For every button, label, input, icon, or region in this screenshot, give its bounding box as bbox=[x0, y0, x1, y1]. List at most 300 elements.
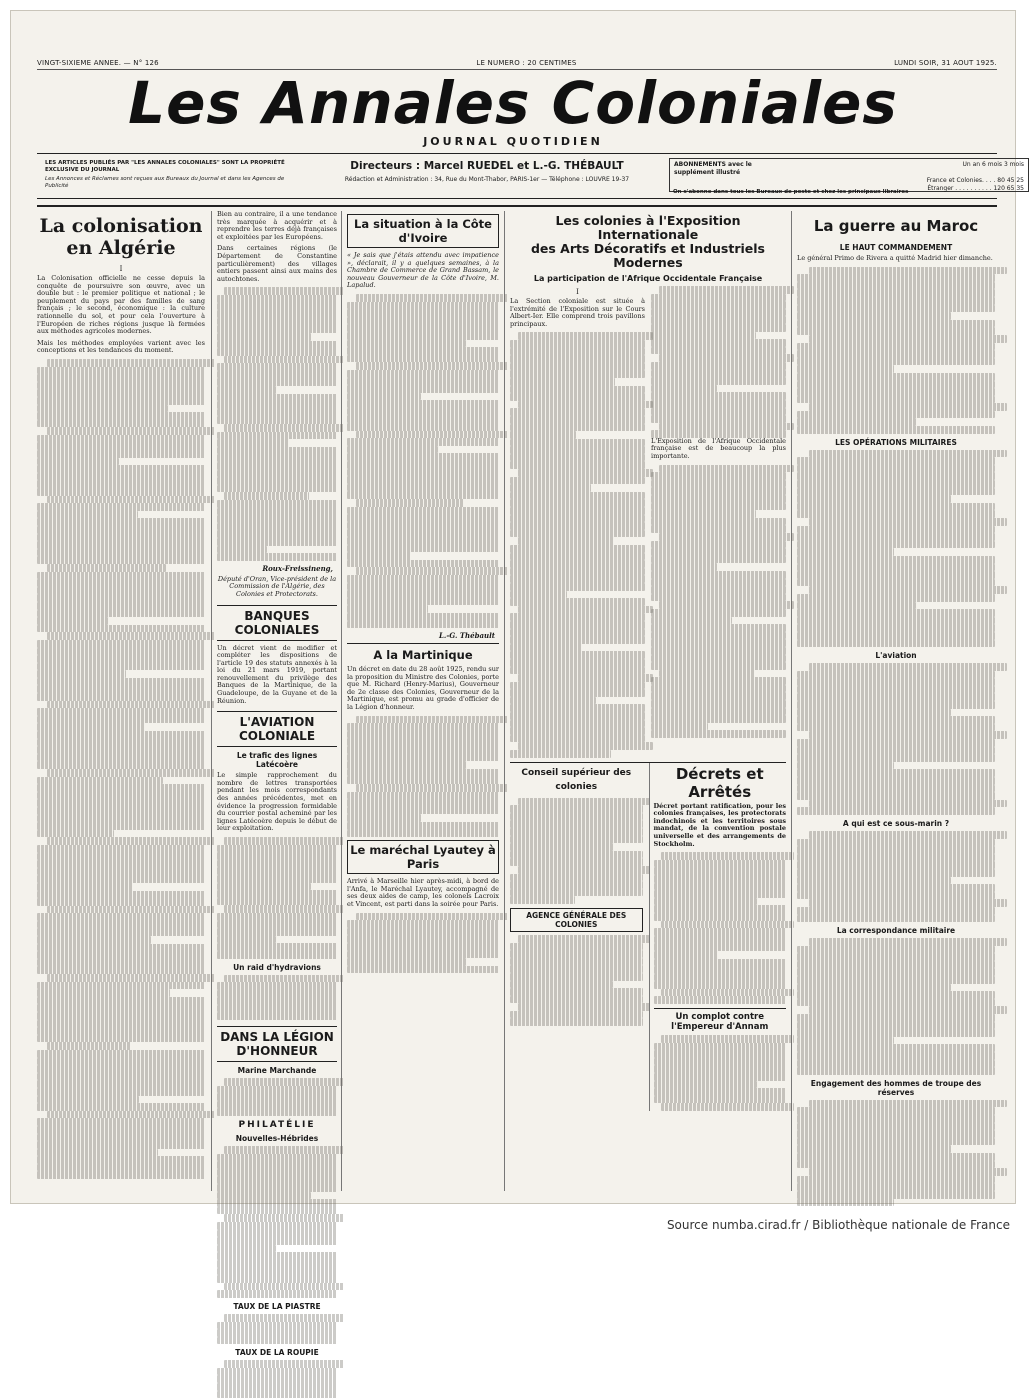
subtitle: A qui est ce sous-marin ? bbox=[842, 818, 950, 828]
text-line bbox=[510, 836, 643, 844]
text-line bbox=[37, 1012, 205, 1020]
text-line bbox=[797, 724, 995, 732]
text-line bbox=[510, 996, 643, 1004]
text-line bbox=[37, 830, 114, 838]
paragraph: « Je sais que j'étais attendu avec impatience », déclarait, il y a quelques semaines, à la Chambre de Commerce de Grand Bassam, le nouveau Gouverneur de la Côte d'Ivoire, M. Lapalud. bbox=[347, 251, 499, 290]
text-line bbox=[651, 586, 786, 594]
text-line bbox=[37, 1004, 205, 1012]
text-line bbox=[217, 447, 337, 455]
text-line bbox=[37, 860, 205, 868]
subtitle: Le trafic des lignes Latécoère bbox=[236, 751, 318, 770]
text-line bbox=[510, 805, 643, 813]
text-line bbox=[797, 991, 995, 999]
text-line bbox=[518, 742, 653, 750]
section-title-decrets: Décrets et Arrêtés bbox=[675, 764, 764, 801]
text-line bbox=[510, 484, 591, 492]
text-line bbox=[217, 1184, 337, 1192]
text-line bbox=[347, 935, 499, 943]
text-line bbox=[217, 1101, 337, 1109]
text-line bbox=[510, 629, 645, 637]
text-line bbox=[651, 385, 717, 393]
text-line bbox=[347, 378, 499, 386]
text-line bbox=[217, 303, 337, 311]
text-line bbox=[809, 518, 1007, 526]
text-line bbox=[797, 1183, 995, 1191]
text-line bbox=[797, 373, 995, 381]
text-line bbox=[356, 784, 508, 792]
text-line bbox=[797, 671, 995, 679]
text-line bbox=[797, 564, 995, 572]
text-line bbox=[510, 896, 575, 904]
paragraph: Le général Primo de Rivera a quitté Madrid hier dimanche. bbox=[797, 254, 993, 262]
text-line bbox=[37, 648, 205, 656]
text-line bbox=[651, 495, 786, 503]
column-5 bbox=[797, 211, 995, 1191]
text-line bbox=[37, 1035, 205, 1043]
text-line bbox=[37, 655, 205, 663]
text-line bbox=[809, 800, 1007, 808]
text-line bbox=[809, 1006, 1007, 1014]
text-line bbox=[347, 814, 421, 822]
text-line bbox=[797, 1029, 995, 1037]
text-line bbox=[797, 594, 995, 602]
text-line bbox=[347, 613, 499, 621]
subtitle: La correspondance militaire bbox=[836, 926, 956, 936]
text-line bbox=[217, 1161, 337, 1169]
text-line bbox=[510, 851, 643, 859]
subcolumn bbox=[510, 286, 645, 758]
text-line bbox=[797, 381, 995, 389]
text-line bbox=[347, 423, 499, 431]
text-line bbox=[347, 769, 499, 777]
subcolumn bbox=[649, 763, 787, 1111]
text-line bbox=[37, 488, 205, 496]
text-line bbox=[224, 1314, 344, 1322]
text-line bbox=[217, 538, 337, 546]
text-line bbox=[510, 583, 645, 591]
text-line bbox=[651, 624, 786, 632]
text-line bbox=[217, 386, 276, 394]
text-line bbox=[510, 416, 645, 424]
text-line bbox=[217, 1268, 337, 1276]
text-line bbox=[37, 678, 205, 686]
directors-block bbox=[322, 160, 652, 183]
subtitle: LES OPÉRATIONS MILITAIRES bbox=[835, 437, 957, 447]
text-line bbox=[217, 1375, 337, 1383]
text-line bbox=[518, 1003, 651, 1011]
text-line bbox=[797, 312, 951, 320]
source-credit: Source numba.cirad.fr / Bibliothèque nationale de France bbox=[666, 1218, 1010, 1232]
text-line bbox=[347, 446, 438, 454]
text-line bbox=[510, 820, 643, 828]
text-line bbox=[797, 1052, 995, 1060]
text-line bbox=[37, 708, 205, 716]
text-line bbox=[654, 1050, 787, 1058]
text-line bbox=[661, 1035, 794, 1043]
text-line bbox=[347, 928, 499, 936]
section-title-philatelie: PHILATÉLIE bbox=[238, 1120, 316, 1131]
text-line bbox=[651, 692, 786, 700]
text-line bbox=[510, 621, 645, 629]
text-line bbox=[217, 1275, 337, 1283]
text-line bbox=[797, 396, 995, 404]
text-line bbox=[797, 854, 995, 862]
text-line bbox=[809, 938, 1007, 946]
text-line bbox=[797, 1014, 995, 1022]
text-line bbox=[37, 1080, 205, 1088]
text-line bbox=[518, 606, 653, 614]
text-line bbox=[518, 469, 653, 477]
text-line bbox=[217, 508, 337, 516]
text-line bbox=[510, 950, 643, 958]
text-line bbox=[654, 913, 787, 921]
text-line bbox=[510, 424, 645, 432]
text-line bbox=[651, 370, 786, 378]
text-line bbox=[809, 267, 1007, 275]
text-line bbox=[347, 385, 499, 393]
text-line bbox=[510, 598, 645, 606]
text-line bbox=[510, 1011, 643, 1019]
text-line bbox=[797, 624, 995, 632]
text-line bbox=[217, 883, 311, 891]
text-line bbox=[510, 530, 645, 538]
text-line bbox=[347, 943, 499, 951]
text-line bbox=[797, 1176, 995, 1184]
text-line bbox=[217, 1260, 337, 1268]
text-line bbox=[654, 1081, 757, 1089]
text-line bbox=[809, 450, 1007, 458]
text-line bbox=[37, 1164, 205, 1172]
text-line bbox=[37, 951, 205, 959]
text-line bbox=[797, 526, 995, 534]
text-line bbox=[510, 492, 645, 500]
paragraph: Le simple rapprochement du nombre de lettres transportées pendant les mois correspondants des années précédentes, met en évidence la progression formidable du courrier postal acheminé par les lignes Latécoère depuis le début de leur exploitation. bbox=[217, 771, 337, 833]
text-line bbox=[347, 415, 499, 423]
text-line bbox=[37, 868, 205, 876]
text-line bbox=[510, 735, 645, 743]
subtitle: Marine Marchande bbox=[237, 1066, 317, 1076]
text-line bbox=[217, 295, 337, 303]
section-title-banques: BANQUES COLONIALES bbox=[217, 605, 337, 641]
text-line bbox=[809, 335, 1007, 343]
text-line bbox=[347, 552, 411, 560]
text-line bbox=[651, 392, 786, 400]
text-line bbox=[797, 846, 995, 854]
text-line bbox=[356, 499, 464, 507]
text-line bbox=[347, 951, 499, 959]
text-line bbox=[37, 997, 205, 1005]
text-line bbox=[347, 738, 499, 746]
text-line bbox=[37, 731, 205, 739]
text-line bbox=[224, 1214, 344, 1222]
text-line bbox=[510, 689, 645, 697]
text-line bbox=[797, 1037, 894, 1045]
text-line bbox=[797, 418, 916, 426]
text-line bbox=[217, 363, 337, 371]
text-line bbox=[797, 716, 995, 724]
text-line bbox=[224, 492, 309, 500]
section-title-lyautey: Le maréchal Lyautey à Paris bbox=[347, 840, 499, 874]
text-line bbox=[37, 739, 205, 747]
column-4 bbox=[510, 211, 786, 1191]
text-line bbox=[217, 1230, 337, 1238]
text-line bbox=[659, 601, 794, 609]
text-line bbox=[797, 976, 995, 984]
text-line bbox=[510, 560, 645, 568]
text-line bbox=[797, 792, 995, 800]
body-text bbox=[797, 831, 995, 922]
body-text bbox=[217, 837, 337, 959]
text-line bbox=[217, 1207, 337, 1215]
column-2 bbox=[217, 210, 337, 1358]
text-line bbox=[37, 450, 205, 458]
text-line bbox=[797, 350, 995, 358]
text-line bbox=[217, 1329, 337, 1337]
subtitle: La participation de l'Afrique Occidentale Française bbox=[533, 274, 763, 283]
section-title-aviation: L'AVIATION COLONIALE bbox=[217, 711, 337, 747]
text-line bbox=[217, 546, 267, 554]
text-line bbox=[347, 723, 499, 731]
text-line bbox=[217, 333, 311, 341]
text-line bbox=[37, 503, 205, 511]
text-line bbox=[37, 913, 205, 921]
text-line bbox=[510, 943, 643, 951]
text-line bbox=[651, 301, 786, 309]
text-line bbox=[654, 898, 757, 906]
text-line bbox=[347, 461, 499, 469]
text-line bbox=[347, 583, 499, 591]
subscriptions-box bbox=[669, 158, 1029, 192]
text-line bbox=[37, 944, 205, 952]
section-number: I bbox=[576, 288, 579, 296]
text-line bbox=[217, 1192, 311, 1200]
text-line bbox=[47, 906, 215, 914]
text-line bbox=[651, 377, 786, 385]
text-line bbox=[797, 602, 916, 610]
text-line bbox=[217, 401, 337, 409]
text-line bbox=[37, 1126, 205, 1134]
text-line bbox=[37, 815, 205, 823]
text-line bbox=[654, 883, 787, 891]
text-line bbox=[510, 454, 645, 462]
text-line bbox=[37, 412, 205, 420]
text-line bbox=[659, 354, 794, 362]
text-line bbox=[651, 647, 786, 655]
text-line bbox=[651, 617, 732, 625]
text-line bbox=[37, 1088, 205, 1096]
text-line bbox=[347, 761, 466, 769]
text-line bbox=[347, 621, 499, 629]
text-line bbox=[356, 362, 508, 370]
text-line bbox=[37, 891, 205, 899]
text-line bbox=[37, 602, 205, 610]
text-line bbox=[37, 397, 205, 405]
text-line bbox=[510, 644, 582, 652]
text-line bbox=[347, 469, 499, 477]
text-line bbox=[37, 442, 205, 450]
text-line bbox=[654, 959, 787, 967]
text-line bbox=[797, 358, 995, 366]
body-text bbox=[217, 1314, 337, 1344]
text-line bbox=[809, 899, 1007, 907]
text-line bbox=[347, 522, 499, 530]
article-title: La guerre au Maroc bbox=[813, 217, 979, 235]
text-line bbox=[37, 382, 205, 390]
text-line bbox=[37, 966, 205, 974]
text-line bbox=[347, 332, 499, 340]
text-line bbox=[797, 282, 995, 290]
text-line bbox=[518, 866, 651, 874]
text-line bbox=[651, 609, 786, 617]
text-line bbox=[797, 1161, 995, 1169]
subtitle: L'aviation bbox=[875, 651, 917, 661]
text-line bbox=[347, 400, 499, 408]
text-line bbox=[510, 667, 645, 675]
text-line bbox=[510, 981, 613, 989]
text-line bbox=[797, 961, 995, 969]
text-line bbox=[217, 867, 337, 875]
rights-line: LES ARTICLES PUBLIÉS PAR "LES ANNALES COLONIALES" SONT LA PROPRIÉTÉ EXCLUSIVE DU JOURNAL bbox=[45, 160, 285, 173]
text-line bbox=[224, 905, 344, 913]
text-line bbox=[651, 480, 786, 488]
text-line bbox=[797, 769, 995, 777]
text-line bbox=[654, 860, 787, 868]
text-line bbox=[37, 685, 205, 693]
text-line bbox=[651, 518, 786, 526]
text-line bbox=[37, 374, 205, 382]
text-line bbox=[510, 858, 643, 866]
issue-price: LE NUMERO : 20 CENTIMES bbox=[476, 59, 577, 67]
text-line bbox=[797, 1022, 995, 1030]
text-line bbox=[217, 1383, 337, 1391]
text-line bbox=[347, 340, 466, 348]
text-line bbox=[797, 510, 995, 518]
text-line bbox=[347, 393, 421, 401]
section-title-legion: DANS LA LÉGION D'HONNEUR bbox=[217, 1026, 337, 1062]
text-line bbox=[37, 640, 205, 648]
subtitle: Un raid d'hydravions bbox=[233, 962, 321, 972]
text-line bbox=[797, 777, 995, 785]
text-line bbox=[797, 617, 995, 625]
masthead-subtitle: JOURNAL QUOTIDIEN bbox=[423, 135, 603, 148]
article-title: Les colonies à l'Exposition Internationale bbox=[555, 213, 741, 242]
text-line bbox=[217, 416, 337, 424]
paragraph: L'Exposition de l'Afrique Occidentale française est de beaucoup la plus importante. bbox=[651, 436, 786, 461]
text-line bbox=[654, 981, 787, 989]
text-line bbox=[651, 632, 786, 640]
paragraph: Dans certaines régions (le Département de Constantine particulièrement) des villages entiers passent ainsi aux mains des autochtones. bbox=[217, 244, 337, 283]
text-line bbox=[661, 852, 794, 860]
text-line bbox=[47, 359, 215, 367]
text-line bbox=[659, 423, 794, 431]
text-line bbox=[654, 1073, 787, 1081]
paragraph: Arrivé à Marseille hier après-midi, à bord de l'Anfa, le Maréchal Lyautey, accompagné de ses deux aides de camp, les colonels Lacroix et Vincent, est parti dans la soirée pour Paris. bbox=[347, 877, 499, 908]
text-line bbox=[510, 889, 643, 897]
text-line bbox=[37, 526, 205, 534]
text-line bbox=[510, 1018, 643, 1026]
text-line bbox=[510, 636, 645, 644]
text-line bbox=[797, 465, 995, 473]
text-line bbox=[356, 913, 508, 921]
text-line bbox=[651, 324, 786, 332]
text-line bbox=[47, 427, 215, 435]
text-line bbox=[347, 799, 499, 807]
text-line bbox=[654, 943, 787, 951]
text-line bbox=[217, 1368, 337, 1376]
text-line bbox=[654, 1065, 787, 1073]
text-line bbox=[224, 1078, 344, 1086]
text-line bbox=[217, 1237, 337, 1245]
text-line bbox=[651, 510, 756, 518]
author-signature: L.-G. Thébault bbox=[438, 631, 495, 641]
text-line bbox=[37, 754, 205, 762]
body-text bbox=[654, 852, 787, 1004]
text-line bbox=[797, 869, 995, 877]
text-line bbox=[37, 670, 126, 678]
text-line bbox=[651, 723, 708, 731]
text-line bbox=[510, 874, 643, 882]
text-line bbox=[651, 556, 786, 564]
text-line bbox=[47, 769, 215, 777]
text-line bbox=[37, 1118, 205, 1126]
text-line bbox=[797, 1123, 995, 1131]
text-line bbox=[797, 533, 995, 541]
text-line bbox=[217, 515, 337, 523]
subcolumn bbox=[651, 286, 786, 758]
subtitle: Engagement des hommes de troupe des réserves bbox=[810, 1078, 982, 1097]
text-line bbox=[797, 968, 995, 976]
text-line bbox=[797, 884, 995, 892]
text-line bbox=[654, 1096, 787, 1104]
section-title-martinique: A la Martinique bbox=[347, 643, 499, 662]
text-line bbox=[217, 500, 337, 508]
text-line bbox=[37, 617, 108, 625]
text-line bbox=[809, 731, 1007, 739]
text-line bbox=[797, 632, 995, 640]
text-line bbox=[217, 1093, 337, 1101]
text-line bbox=[651, 294, 786, 302]
body-text bbox=[654, 1035, 787, 1111]
text-line bbox=[659, 286, 794, 294]
text-line bbox=[347, 560, 499, 568]
text-line bbox=[37, 367, 205, 375]
text-line bbox=[797, 426, 995, 434]
text-line bbox=[224, 1283, 344, 1291]
text-line bbox=[797, 609, 995, 617]
text-line bbox=[217, 1005, 337, 1013]
column-3 bbox=[347, 211, 499, 1191]
text-line bbox=[797, 1138, 995, 1146]
text-line bbox=[797, 541, 995, 549]
text-line bbox=[347, 746, 499, 754]
text-line bbox=[797, 1199, 894, 1207]
two-column-body bbox=[510, 286, 786, 758]
text-line bbox=[217, 523, 337, 531]
paragraph: Un décret en date du 28 août 1925, rendu sur la proposition du Ministre des Colonies, porte que M. Richard (Henry-Marius), Gouverneur de 2e classe des Colonies, Gouverneur de la Martinique, est promu au grade d'officier de la Légion d'honneur. bbox=[347, 665, 499, 712]
text-line bbox=[797, 457, 995, 465]
text-line bbox=[217, 439, 289, 447]
body-text bbox=[217, 1146, 337, 1298]
text-line bbox=[217, 470, 337, 478]
text-line bbox=[356, 567, 508, 575]
text-line bbox=[224, 1146, 344, 1154]
text-line bbox=[659, 465, 794, 473]
text-line bbox=[809, 1100, 1007, 1108]
text-line bbox=[797, 984, 951, 992]
text-line bbox=[510, 446, 645, 454]
ads-line: Les Annonces et Réclames sont reçues aux Bureaux du Journal et dans les Agences de Publicité bbox=[45, 176, 285, 189]
text-line bbox=[37, 921, 205, 929]
